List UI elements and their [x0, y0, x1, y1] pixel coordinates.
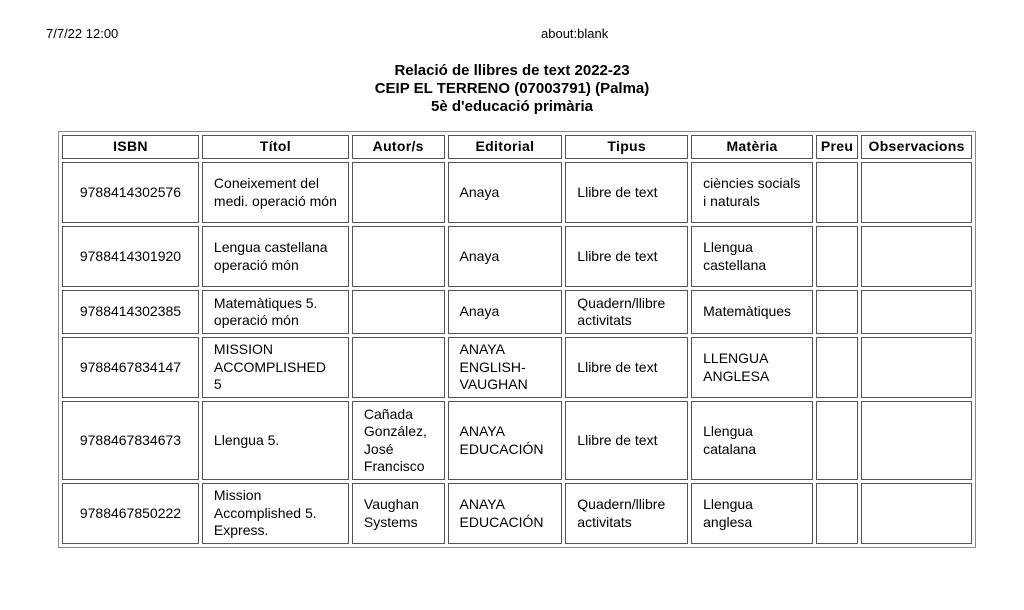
- course-name: 5è d'educació primària: [431, 98, 593, 115]
- table-row: [62, 401, 972, 480]
- cell-autors: Cañada González, José Francisco: [352, 401, 445, 480]
- cell-isbn: 9788467834147: [62, 337, 199, 398]
- cell-titol: Llengua 5.: [202, 401, 349, 480]
- column-header-editorial: Editorial: [448, 135, 563, 159]
- cell-materia: LLENGUA ANGLESA: [691, 337, 813, 398]
- books-table: [58, 131, 976, 548]
- cell-tipus: Llibre de text: [565, 401, 688, 480]
- cell-materia: Llengua castellana: [691, 226, 813, 287]
- cell-editorial: ANAYA ENGLISH-VAUGHAN: [448, 337, 563, 398]
- cell-titol: Mission Accomplished 5. Express.: [202, 483, 349, 544]
- cell-materia: Matemàtiques: [691, 290, 813, 334]
- cell-observacions: [861, 162, 972, 223]
- cell-autors: [352, 162, 445, 223]
- cell-titol: Coneixement del medi. operació món: [202, 162, 349, 223]
- table-row: [62, 226, 972, 287]
- document-title-block: [0, 62, 1024, 116]
- cell-titol: Lengua castellana operació món: [202, 226, 349, 287]
- cell-materia: Llengua anglesa: [691, 483, 813, 544]
- table-header-row: [62, 135, 972, 159]
- cell-preu: [816, 483, 858, 544]
- cell-isbn: 9788414302385: [62, 290, 199, 334]
- cell-preu: [816, 162, 858, 223]
- cell-editorial: ANAYA EDUCACIÓN: [448, 483, 563, 544]
- cell-observacions: [861, 401, 972, 480]
- column-header-titol: Títol: [202, 135, 349, 159]
- column-header-materia: Matèria: [691, 135, 813, 159]
- cell-observacions: [861, 226, 972, 287]
- table-row: [62, 337, 972, 398]
- table-row: [62, 290, 972, 334]
- print-header: [0, 26, 1024, 42]
- cell-isbn: 9788467834673: [62, 401, 199, 480]
- document-title: Relació de llibres de text 2022-23: [394, 62, 630, 79]
- cell-tipus: Quadern/llibre activitats: [565, 483, 688, 544]
- cell-autors: [352, 290, 445, 334]
- cell-autors: [352, 337, 445, 398]
- cell-autors: [352, 226, 445, 287]
- cell-preu: [816, 290, 858, 334]
- books-table-container: [58, 131, 976, 548]
- table-row: [62, 483, 972, 544]
- cell-titol: Matemàtiques 5. operació món: [202, 290, 349, 334]
- cell-autors: Vaughan Systems: [352, 483, 445, 544]
- cell-isbn: 9788414301920: [62, 226, 199, 287]
- cell-tipus: Llibre de text: [565, 162, 688, 223]
- table-row: [62, 162, 972, 223]
- column-header-isbn: ISBN: [62, 135, 199, 159]
- cell-tipus: Quadern/llibre activitats: [565, 290, 688, 334]
- cell-editorial: Anaya: [448, 226, 563, 287]
- column-header-observacions: Observacions: [861, 135, 972, 159]
- cell-observacions: [861, 290, 972, 334]
- cell-materia: ciències socials i naturals: [691, 162, 813, 223]
- column-header-preu: Preu: [816, 135, 858, 159]
- column-header-autors: Autor/s: [352, 135, 445, 159]
- cell-isbn: 9788467850222: [62, 483, 199, 544]
- column-header-tipus: Tipus: [565, 135, 688, 159]
- cell-tipus: Llibre de text: [565, 337, 688, 398]
- cell-tipus: Llibre de text: [565, 226, 688, 287]
- cell-editorial: ANAYA EDUCACIÓN: [448, 401, 563, 480]
- cell-observacions: [861, 337, 972, 398]
- cell-preu: [816, 401, 858, 480]
- school-name: CEIP EL TERRENO (07003791) (Palma): [374, 80, 650, 97]
- cell-observacions: [861, 483, 972, 544]
- print-url: about:blank: [541, 26, 609, 41]
- print-datetime: 7/7/22 12:00: [46, 26, 119, 41]
- cell-isbn: 9788414302576: [62, 162, 199, 223]
- cell-preu: [816, 226, 858, 287]
- cell-editorial: Anaya: [448, 162, 563, 223]
- cell-materia: Llengua catalana: [691, 401, 813, 480]
- cell-editorial: Anaya: [448, 290, 563, 334]
- cell-preu: [816, 337, 858, 398]
- cell-titol: MISSION ACCOMPLISHED 5: [202, 337, 349, 398]
